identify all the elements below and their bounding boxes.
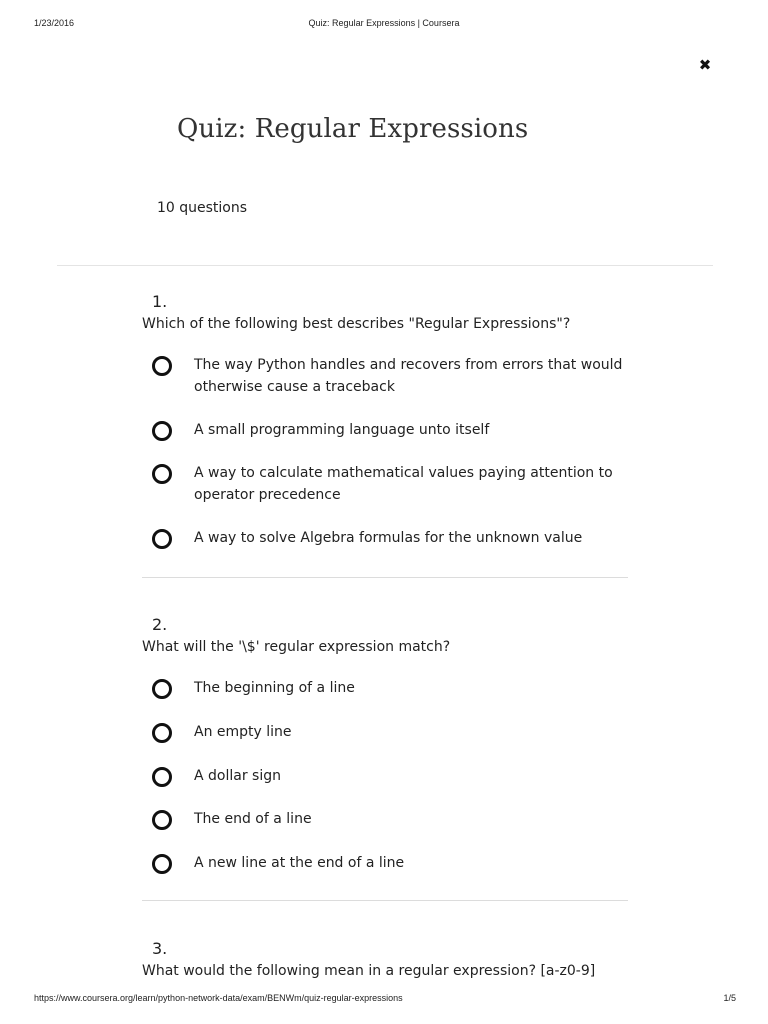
radio-button[interactable] xyxy=(152,356,172,376)
question-text: What will the '\$' regular expression match? xyxy=(142,639,451,655)
radio-button[interactable] xyxy=(152,810,172,830)
page-title: Quiz: Regular Expressions xyxy=(177,114,529,144)
answer-label: A small programming language unto itself xyxy=(194,422,490,438)
answer-label: A new line at the end of a line xyxy=(194,855,405,871)
question-divider xyxy=(142,900,628,901)
answer-label: The way Python handles and recovers from errors that would otherwise cause a traceback xyxy=(194,357,623,395)
answer-label: An empty line xyxy=(194,724,292,740)
radio-button[interactable] xyxy=(152,464,172,484)
radio-button[interactable] xyxy=(152,854,172,874)
question-text: Which of the following best describes "Regular Expressions"? xyxy=(142,316,571,332)
print-url: https://www.coursera.org/learn/python-network-data/exam/BENWm/quiz-regular-expressions xyxy=(34,993,403,1003)
print-header xyxy=(0,18,768,32)
radio-button[interactable] xyxy=(152,723,172,743)
answer-label: A way to solve Algebra formulas for the unknown value xyxy=(194,530,583,546)
radio-button[interactable] xyxy=(152,767,172,787)
question-number: 3. xyxy=(152,939,168,958)
question-count: 10 questions xyxy=(157,200,248,216)
answer-label: The end of a line xyxy=(194,811,312,827)
answer-label: A dollar sign xyxy=(194,768,281,784)
print-date: 1/23/2016 xyxy=(34,18,75,28)
answer-label: The beginning of a line xyxy=(194,680,355,696)
print-title: Quiz: Regular Expressions | Coursera xyxy=(308,18,460,28)
page-number: 1/5 xyxy=(723,993,736,1003)
radio-button[interactable] xyxy=(152,529,172,549)
close-icon[interactable]: ✖ xyxy=(698,56,712,74)
question-divider xyxy=(142,577,628,578)
question-text: What would the following mean in a regular expression? [a-z0-9] xyxy=(142,963,596,979)
header-divider xyxy=(57,265,713,266)
answer-label: A way to calculate mathematical values paying attention to operator precedence xyxy=(194,465,613,503)
question-number: 2. xyxy=(152,615,168,634)
radio-button[interactable] xyxy=(152,679,172,699)
question-number: 1. xyxy=(152,292,168,311)
radio-button[interactable] xyxy=(152,421,172,441)
print-footer xyxy=(0,993,768,1007)
